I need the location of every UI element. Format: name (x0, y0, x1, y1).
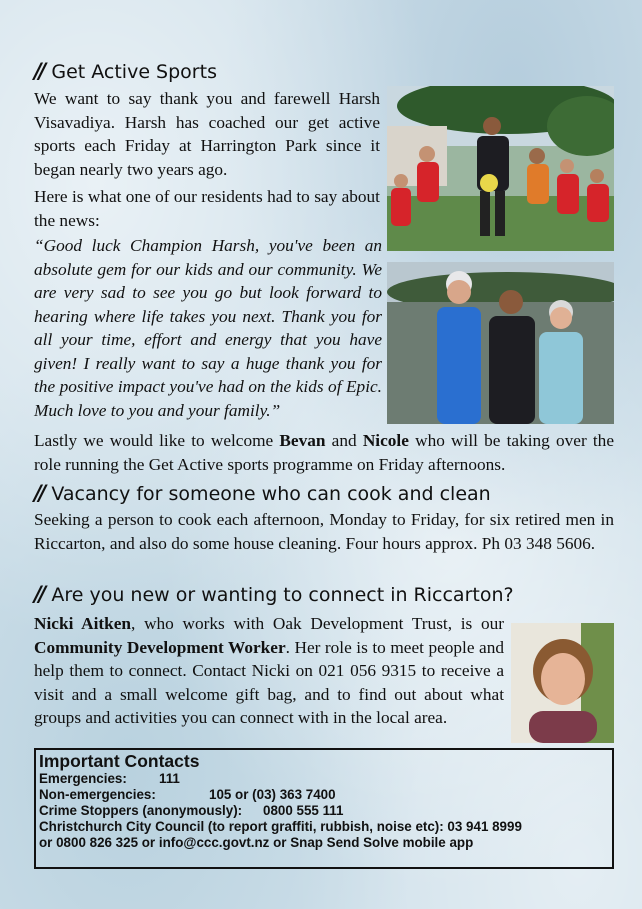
welcome-name-bevan: Bevan (279, 431, 326, 450)
welcome-name-nicole: Nicole (362, 431, 409, 450)
community-development-worker: Community Development Worker (34, 637, 286, 657)
get-active-sports-heading: // Get Active Sports (34, 59, 217, 83)
important-contacts-box (34, 748, 614, 869)
contact-emergencies: Emergencies: 111 (39, 771, 180, 786)
connect-heading: // Are you new or wanting to connect in Riccarton? (34, 582, 514, 606)
contact-crime-stoppers: Crime Stoppers (anonymously): 0800 555 111 (39, 803, 344, 818)
contacts-title: Important Contacts (39, 751, 200, 771)
vacancy-body: Seeking a person to cook each afternoon, Monday to Friday, for six retired men in Riccarton, and also do some house cleaning. Four hours approx. Ph 03 348 5606. (34, 510, 614, 553)
double-slash-icon: // (34, 59, 44, 83)
sports-group-photo (387, 86, 614, 251)
connect-body: Nicki Aitken, who works with Oak Development Trust, is our Community Development Worker. Her role is to meet people and help them to connect. Contact Nicki on 021 056 9315 to receive a visit and a small welcome gift bag, and to find out about what groups and activities you can connect with in the local area. (34, 614, 504, 727)
contact-non-emergencies: Non-emergencies: 105 or (03) 363 7400 (39, 787, 336, 802)
sports-resident-intro: Here is what one of our residents had to say about the news: (34, 187, 380, 230)
contact-council-line-1: Christchurch City Council (to report graffiti, rubbish, noise etc): 03 941 8999 (39, 819, 522, 834)
nicki-aitken-photo (511, 623, 614, 743)
double-slash-icon: // (34, 582, 44, 606)
nicki-name: Nicki Aitken (34, 614, 132, 633)
vacancy-heading: // Vacancy for someone who can cook and clean (34, 481, 491, 505)
coaches-photo (387, 262, 614, 424)
resident-quote: “Good luck Champion Harsh, you've been an absolute gem for our kids and our community. We are very sad to see you go but look forward to hearing where life takes you next. Thank you for all your time, effort and energy that you have given! I really want to say a huge thank you for the positive impact you've had on the kids of Epic. Much love to you and your family.” (34, 236, 382, 420)
contact-council-line-2: or 0800 826 325 or info@ccc.govt.nz or Snap Send Solve mobile app (39, 835, 474, 850)
sports-intro-paragraph: We want to say thank you and farewell Harsh Visavadiya. Harsh has coached our get active sports each Friday at Harrington Park since it began nearly two years ago. (34, 89, 380, 179)
double-slash-icon: // (34, 481, 44, 505)
welcome-paragraph: Lastly we would like to welcome Bevan and Nicole who will be taking over the role running the Get Active sports programme on Friday afternoons. (34, 431, 614, 474)
